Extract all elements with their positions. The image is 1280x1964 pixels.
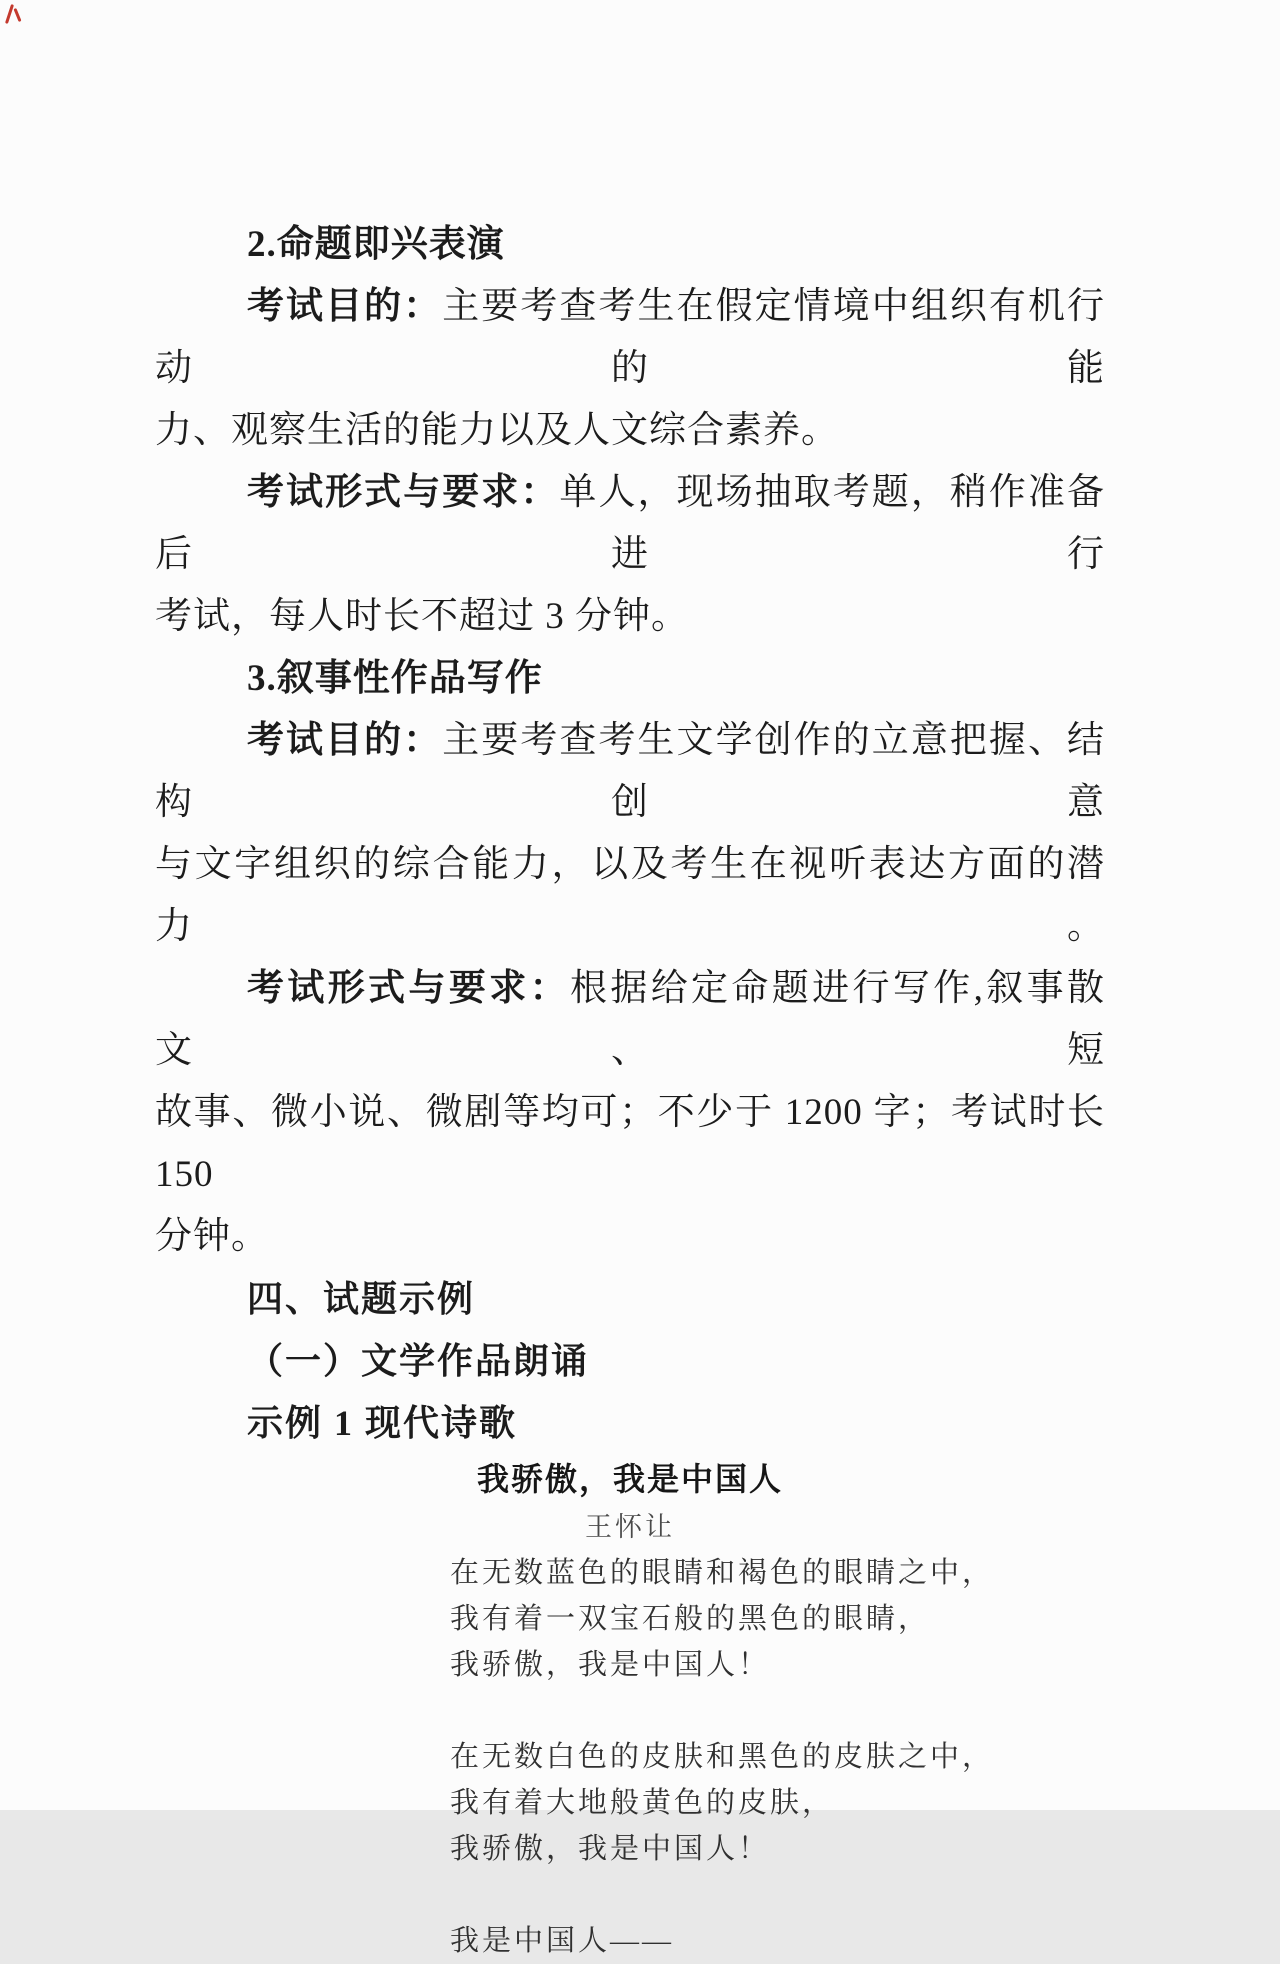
para-exam-purpose-3-line2 <box>155 834 1105 958</box>
poem-blank-line <box>450 1688 1105 1734</box>
document-content <box>155 214 1105 1964</box>
text-segment: 我是中国人—— <box>450 1925 675 1957</box>
heading-example-1 <box>155 1392 1105 1454</box>
para-exam-purpose-3-line1 <box>155 710 1105 834</box>
heading-item-3 <box>155 648 1105 710</box>
text-segment: 我骄傲，我是中国人！ <box>450 1649 771 1681</box>
para-exam-form-3-line1 <box>155 958 1105 1082</box>
heading-item-2 <box>155 214 1105 276</box>
para-exam-purpose-2-line2 <box>155 400 1105 462</box>
text-segment: 我有着大地般黄色的皮肤， <box>450 1787 835 1819</box>
text-segment: 单人，现场抽取考题，稍作准备后进行 <box>155 472 1106 575</box>
bold-text-segment: 考试形式与要求： <box>247 968 570 1009</box>
text-segment: 王怀让 <box>585 1512 675 1542</box>
poem-line <box>450 1734 1105 1780</box>
poem-line <box>450 1826 1105 1872</box>
poem-title <box>155 1454 1105 1504</box>
poem-blank-line <box>450 1872 1105 1918</box>
poem-line <box>450 1596 1105 1642</box>
text-segment: 我有着一双宝石般的黑色的眼睛， <box>450 1603 931 1635</box>
poem-line <box>450 1550 1105 1596</box>
text-segment: 故事、微小说、微剧等均可；不少于 1200 字；考试时长 150 <box>155 1092 1105 1195</box>
text-segment: 根据给定命题进行写作,叙事散文、短 <box>155 968 1106 1071</box>
bold-text-segment: （一）文学作品朗诵 <box>247 1341 590 1381</box>
bold-text-segment: 四、试题示例 <box>247 1278 476 1319</box>
text-segment: 与文字组织的综合能力，以及考生在视听表达方面的潜力。 <box>155 844 1105 947</box>
scan-artifact-stroke <box>13 8 21 22</box>
scan-artifact-stroke <box>5 4 14 24</box>
heading-section-4 <box>155 1268 1105 1330</box>
bold-text-segment: 我骄傲，我是中国人 <box>476 1461 783 1497</box>
poem-line <box>450 1780 1105 1826</box>
bold-text-segment: 示例 1 现代诗歌 <box>247 1403 518 1443</box>
text-segment: 我骄傲，我是中国人！ <box>450 1833 771 1865</box>
poem-author <box>155 1504 1105 1550</box>
para-exam-form-3-line2 <box>155 1082 1105 1206</box>
text-segment: 考试，每人时长不超过 3 分钟。 <box>155 596 689 637</box>
text-segment: 主要考查考生在假定情境中组织有机行动的能 <box>155 286 1106 389</box>
text-segment: 主要考查考生文学创作的立意把握、结构创意 <box>155 720 1106 823</box>
bold-text-segment: 3.叙事性作品写作 <box>247 658 543 699</box>
bold-text-segment: 2.命题即兴表演 <box>247 224 505 265</box>
poem-line <box>450 1642 1105 1688</box>
scan-artifact-mark <box>6 2 28 32</box>
para-exam-purpose-2-line1 <box>155 276 1105 400</box>
para-exam-form-3-line3 <box>155 1206 1105 1268</box>
text-segment: 在无数蓝色的眼睛和褐色的眼睛之中， <box>450 1557 995 1589</box>
text-segment: 力、观察生活的能力以及人文综合素养。 <box>155 410 839 451</box>
text-segment: 分钟。 <box>155 1216 269 1257</box>
para-exam-form-2-line2 <box>155 586 1105 648</box>
poem-line <box>450 1918 1105 1964</box>
bold-text-segment: 考试目的： <box>247 286 443 327</box>
bold-text-segment: 考试目的： <box>247 720 443 761</box>
bold-text-segment: 考试形式与要求： <box>247 472 560 513</box>
text-segment: 在无数白色的皮肤和黑色的皮肤之中， <box>450 1741 995 1773</box>
para-exam-form-2-line1 <box>155 462 1105 586</box>
heading-subsection-1 <box>155 1330 1105 1392</box>
